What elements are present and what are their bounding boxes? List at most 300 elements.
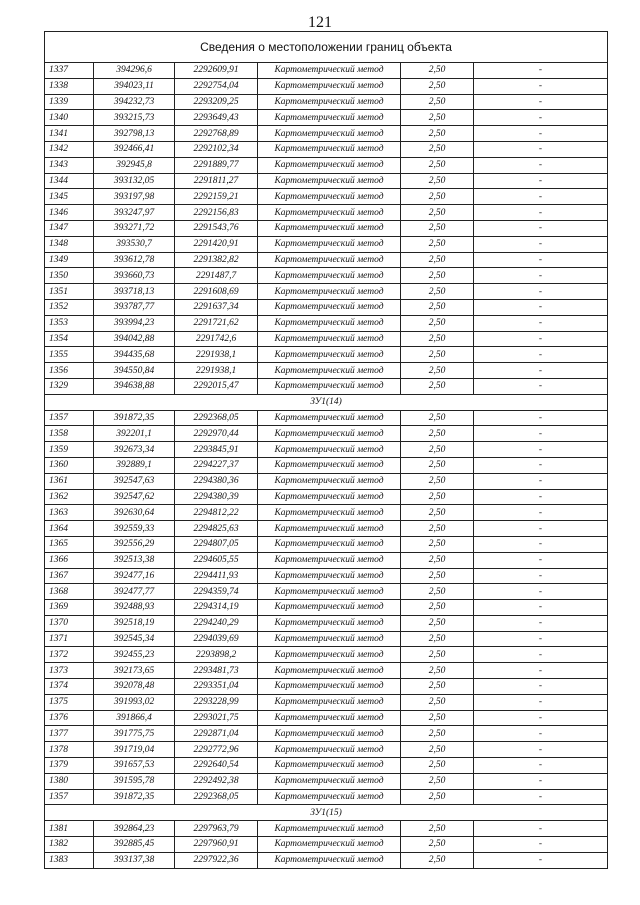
description-cell: - <box>474 189 608 205</box>
point-number-cell: 1377 <box>45 726 94 742</box>
precision-cell: 2,50 <box>401 94 474 110</box>
method-cell: Картометрический метод <box>258 63 401 79</box>
point-number-cell: 1371 <box>45 631 94 647</box>
table-row <box>45 284 608 300</box>
section-row <box>45 805 608 821</box>
method-cell: Картометрический метод <box>258 600 401 616</box>
point-number-cell: 1347 <box>45 220 94 236</box>
description-cell: - <box>474 789 608 805</box>
y-coordinate-cell: 2292492,38 <box>175 773 258 789</box>
method-cell: Картометрический метод <box>258 141 401 157</box>
y-coordinate-cell: 2294411,93 <box>175 568 258 584</box>
description-cell: - <box>474 252 608 268</box>
x-coordinate-cell: 392556,29 <box>94 536 175 552</box>
x-coordinate-cell: 392547,63 <box>94 473 175 489</box>
point-number-cell: 1339 <box>45 94 94 110</box>
method-cell: Картометрический метод <box>258 568 401 584</box>
precision-cell: 2,50 <box>401 157 474 173</box>
table-row <box>45 473 608 489</box>
method-cell: Картометрический метод <box>258 378 401 394</box>
y-coordinate-cell: 2293649,43 <box>175 110 258 126</box>
precision-cell: 2,50 <box>401 442 474 458</box>
point-number-cell: 1354 <box>45 331 94 347</box>
x-coordinate-cell: 392173,65 <box>94 663 175 679</box>
description-cell: - <box>474 584 608 600</box>
x-coordinate-cell: 394042,88 <box>94 331 175 347</box>
precision-cell: 2,50 <box>401 489 474 505</box>
point-number-cell: 1368 <box>45 584 94 600</box>
description-cell: - <box>474 600 608 616</box>
description-cell: - <box>474 347 608 363</box>
y-coordinate-cell: 2292368,05 <box>175 410 258 426</box>
method-cell: Картометрический метод <box>258 758 401 774</box>
table-row <box>45 600 608 616</box>
y-coordinate-cell: 2294825,63 <box>175 521 258 537</box>
y-coordinate-cell: 2291420,91 <box>175 236 258 252</box>
description-cell: - <box>474 457 608 473</box>
method-cell: Картометрический метод <box>258 852 401 868</box>
x-coordinate-cell: 392547,62 <box>94 489 175 505</box>
method-cell: Картометрический метод <box>258 742 401 758</box>
precision-cell: 2,50 <box>401 568 474 584</box>
precision-cell: 2,50 <box>401 236 474 252</box>
description-cell: - <box>474 821 608 837</box>
table-row <box>45 821 608 837</box>
y-coordinate-cell: 2291938,1 <box>175 347 258 363</box>
x-coordinate-cell: 393994,23 <box>94 315 175 331</box>
point-number-cell: 1365 <box>45 536 94 552</box>
table-row <box>45 521 608 537</box>
table-row <box>45 568 608 584</box>
table-row <box>45 173 608 189</box>
y-coordinate-cell: 2294227,37 <box>175 457 258 473</box>
point-number-cell: 1352 <box>45 299 94 315</box>
point-number-cell: 1358 <box>45 426 94 442</box>
method-cell: Картометрический метод <box>258 331 401 347</box>
precision-cell: 2,50 <box>401 600 474 616</box>
table-row <box>45 331 608 347</box>
y-coordinate-cell: 2292768,89 <box>175 126 258 142</box>
y-coordinate-cell: 2293481,73 <box>175 663 258 679</box>
table-row <box>45 457 608 473</box>
point-number-cell: 1380 <box>45 773 94 789</box>
description-cell: - <box>474 299 608 315</box>
method-cell: Картометрический метод <box>258 489 401 505</box>
precision-cell: 2,50 <box>401 331 474 347</box>
point-number-cell: 1355 <box>45 347 94 363</box>
table-row <box>45 205 608 221</box>
description-cell: - <box>474 536 608 552</box>
description-cell: - <box>474 758 608 774</box>
x-coordinate-cell: 392201,1 <box>94 426 175 442</box>
description-cell: - <box>474 315 608 331</box>
x-coordinate-cell: 392477,77 <box>94 584 175 600</box>
point-number-cell: 1340 <box>45 110 94 126</box>
point-number-cell: 1373 <box>45 663 94 679</box>
x-coordinate-cell: 394023,11 <box>94 78 175 94</box>
y-coordinate-cell: 2294240,29 <box>175 615 258 631</box>
table-row <box>45 742 608 758</box>
description-cell: - <box>474 141 608 157</box>
point-number-cell: 1382 <box>45 837 94 853</box>
x-coordinate-cell: 394435,68 <box>94 347 175 363</box>
y-coordinate-cell: 2292754,04 <box>175 78 258 94</box>
boundary-points-table <box>44 62 608 869</box>
table-row <box>45 94 608 110</box>
precision-cell: 2,50 <box>401 742 474 758</box>
method-cell: Картометрический метод <box>258 536 401 552</box>
x-coordinate-cell: 392945,8 <box>94 157 175 173</box>
point-number-cell: 1353 <box>45 315 94 331</box>
method-cell: Картометрический метод <box>258 363 401 379</box>
description-cell: - <box>474 773 608 789</box>
table-row <box>45 220 608 236</box>
description-cell: - <box>474 694 608 710</box>
point-number-cell: 1351 <box>45 284 94 300</box>
table-row <box>45 268 608 284</box>
precision-cell: 2,50 <box>401 773 474 789</box>
method-cell: Картометрический метод <box>258 347 401 363</box>
method-cell: Картометрический метод <box>258 679 401 695</box>
method-cell: Картометрический метод <box>258 521 401 537</box>
x-coordinate-cell: 393660,73 <box>94 268 175 284</box>
method-cell: Картометрический метод <box>258 236 401 252</box>
description-cell: - <box>474 505 608 521</box>
y-coordinate-cell: 2292970,44 <box>175 426 258 442</box>
section-label: ЗУ1(14) <box>45 394 608 410</box>
precision-cell: 2,50 <box>401 141 474 157</box>
x-coordinate-cell: 391657,53 <box>94 758 175 774</box>
description-cell: - <box>474 521 608 537</box>
y-coordinate-cell: 2291811,27 <box>175 173 258 189</box>
y-coordinate-cell: 2291487,7 <box>175 268 258 284</box>
x-coordinate-cell: 393612,78 <box>94 252 175 268</box>
description-cell: - <box>474 410 608 426</box>
y-coordinate-cell: 2294812,22 <box>175 505 258 521</box>
table-row <box>45 315 608 331</box>
description-cell: - <box>474 236 608 252</box>
description-cell: - <box>474 663 608 679</box>
y-coordinate-cell: 2294359,74 <box>175 584 258 600</box>
y-coordinate-cell: 2292772,96 <box>175 742 258 758</box>
description-cell: - <box>474 647 608 663</box>
method-cell: Картометрический метод <box>258 647 401 663</box>
point-number-cell: 1379 <box>45 758 94 774</box>
x-coordinate-cell: 392518,19 <box>94 615 175 631</box>
method-cell: Картометрический метод <box>258 110 401 126</box>
table-row <box>45 63 608 79</box>
x-coordinate-cell: 392864,23 <box>94 821 175 837</box>
point-number-cell: 1342 <box>45 141 94 157</box>
point-number-cell: 1345 <box>45 189 94 205</box>
description-cell: - <box>474 78 608 94</box>
description-cell: - <box>474 568 608 584</box>
description-cell: - <box>474 63 608 79</box>
x-coordinate-cell: 393718,13 <box>94 284 175 300</box>
point-number-cell: 1381 <box>45 821 94 837</box>
x-coordinate-cell: 391719,04 <box>94 742 175 758</box>
method-cell: Картометрический метод <box>258 252 401 268</box>
x-coordinate-cell: 392630,64 <box>94 505 175 521</box>
point-number-cell: 1366 <box>45 552 94 568</box>
table-row <box>45 773 608 789</box>
x-coordinate-cell: 392889,1 <box>94 457 175 473</box>
description-cell: - <box>474 442 608 458</box>
method-cell: Картометрический метод <box>258 442 401 458</box>
y-coordinate-cell: 2293228,99 <box>175 694 258 710</box>
table-row <box>45 663 608 679</box>
precision-cell: 2,50 <box>401 378 474 394</box>
x-coordinate-cell: 392488,93 <box>94 600 175 616</box>
point-number-cell: 1359 <box>45 442 94 458</box>
x-coordinate-cell: 391872,35 <box>94 410 175 426</box>
table-row <box>45 442 608 458</box>
precision-cell: 2,50 <box>401 552 474 568</box>
x-coordinate-cell: 392466,41 <box>94 141 175 157</box>
x-coordinate-cell: 394232,73 <box>94 94 175 110</box>
precision-cell: 2,50 <box>401 821 474 837</box>
precision-cell: 2,50 <box>401 126 474 142</box>
precision-cell: 2,50 <box>401 584 474 600</box>
precision-cell: 2,50 <box>401 189 474 205</box>
table-row <box>45 426 608 442</box>
x-coordinate-cell: 393247,97 <box>94 205 175 221</box>
point-number-cell: 1370 <box>45 615 94 631</box>
y-coordinate-cell: 2293898,2 <box>175 647 258 663</box>
description-cell: - <box>474 679 608 695</box>
precision-cell: 2,50 <box>401 631 474 647</box>
description-cell: - <box>474 157 608 173</box>
method-cell: Картометрический метод <box>258 710 401 726</box>
method-cell: Картометрический метод <box>258 173 401 189</box>
precision-cell: 2,50 <box>401 252 474 268</box>
method-cell: Картометрический метод <box>258 663 401 679</box>
description-cell: - <box>474 837 608 853</box>
x-coordinate-cell: 393137,38 <box>94 852 175 868</box>
method-cell: Картометрический метод <box>258 126 401 142</box>
precision-cell: 2,50 <box>401 521 474 537</box>
description-cell: - <box>474 126 608 142</box>
y-coordinate-cell: 2292871,04 <box>175 726 258 742</box>
table-row <box>45 299 608 315</box>
table-row <box>45 378 608 394</box>
y-coordinate-cell: 2292159,21 <box>175 189 258 205</box>
y-coordinate-cell: 2291889,77 <box>175 157 258 173</box>
precision-cell: 2,50 <box>401 694 474 710</box>
y-coordinate-cell: 2291608,69 <box>175 284 258 300</box>
table-row <box>45 837 608 853</box>
precision-cell: 2,50 <box>401 647 474 663</box>
precision-cell: 2,50 <box>401 347 474 363</box>
precision-cell: 2,50 <box>401 63 474 79</box>
table-row <box>45 694 608 710</box>
precision-cell: 2,50 <box>401 837 474 853</box>
x-coordinate-cell: 392559,33 <box>94 521 175 537</box>
y-coordinate-cell: 2292640,54 <box>175 758 258 774</box>
x-coordinate-cell: 393197,98 <box>94 189 175 205</box>
table-title: Сведения о местоположении границ объекта <box>44 31 608 62</box>
point-number-cell: 1341 <box>45 126 94 142</box>
table-row <box>45 78 608 94</box>
method-cell: Картометрический метод <box>258 220 401 236</box>
y-coordinate-cell: 2294807,05 <box>175 536 258 552</box>
table-row <box>45 505 608 521</box>
description-cell: - <box>474 742 608 758</box>
x-coordinate-cell: 394296,6 <box>94 63 175 79</box>
precision-cell: 2,50 <box>401 457 474 473</box>
description-cell: - <box>474 94 608 110</box>
precision-cell: 2,50 <box>401 268 474 284</box>
method-cell: Картометрический метод <box>258 205 401 221</box>
point-number-cell: 1346 <box>45 205 94 221</box>
precision-cell: 2,50 <box>401 110 474 126</box>
point-number-cell: 1337 <box>45 63 94 79</box>
method-cell: Картометрический метод <box>258 189 401 205</box>
point-number-cell: 1357 <box>45 789 94 805</box>
precision-cell: 2,50 <box>401 299 474 315</box>
precision-cell: 2,50 <box>401 363 474 379</box>
point-number-cell: 1329 <box>45 378 94 394</box>
method-cell: Картометрический метод <box>258 726 401 742</box>
x-coordinate-cell: 391993,02 <box>94 694 175 710</box>
precision-cell: 2,50 <box>401 284 474 300</box>
method-cell: Картометрический метод <box>258 94 401 110</box>
x-coordinate-cell: 394550,84 <box>94 363 175 379</box>
precision-cell: 2,50 <box>401 663 474 679</box>
x-coordinate-cell: 391872,35 <box>94 789 175 805</box>
point-number-cell: 1375 <box>45 694 94 710</box>
precision-cell: 2,50 <box>401 473 474 489</box>
y-coordinate-cell: 2297963,79 <box>175 821 258 837</box>
x-coordinate-cell: 393530,7 <box>94 236 175 252</box>
table-row <box>45 110 608 126</box>
table-row <box>45 189 608 205</box>
table-row <box>45 410 608 426</box>
description-cell: - <box>474 552 608 568</box>
boundary-table-sheet <box>44 31 608 869</box>
y-coordinate-cell: 2293351,04 <box>175 679 258 695</box>
y-coordinate-cell: 2291637,34 <box>175 299 258 315</box>
x-coordinate-cell: 391775,75 <box>94 726 175 742</box>
method-cell: Картометрический метод <box>258 426 401 442</box>
description-cell: - <box>474 726 608 742</box>
point-number-cell: 1348 <box>45 236 94 252</box>
point-number-cell: 1378 <box>45 742 94 758</box>
precision-cell: 2,50 <box>401 615 474 631</box>
x-coordinate-cell: 391866,4 <box>94 710 175 726</box>
method-cell: Картометрический метод <box>258 284 401 300</box>
y-coordinate-cell: 2293845,91 <box>175 442 258 458</box>
precision-cell: 2,50 <box>401 789 474 805</box>
y-coordinate-cell: 2291742,6 <box>175 331 258 347</box>
table-row <box>45 679 608 695</box>
description-cell: - <box>474 173 608 189</box>
table-row <box>45 789 608 805</box>
precision-cell: 2,50 <box>401 505 474 521</box>
table-row <box>45 647 608 663</box>
precision-cell: 2,50 <box>401 78 474 94</box>
precision-cell: 2,50 <box>401 173 474 189</box>
precision-cell: 2,50 <box>401 220 474 236</box>
y-coordinate-cell: 2292368,05 <box>175 789 258 805</box>
point-number-cell: 1338 <box>45 78 94 94</box>
point-number-cell: 1344 <box>45 173 94 189</box>
description-cell: - <box>474 631 608 647</box>
method-cell: Картометрический метод <box>258 694 401 710</box>
method-cell: Картометрический метод <box>258 315 401 331</box>
method-cell: Картометрический метод <box>258 410 401 426</box>
table-row <box>45 363 608 379</box>
table-row <box>45 710 608 726</box>
description-cell: - <box>474 363 608 379</box>
y-coordinate-cell: 2293209,25 <box>175 94 258 110</box>
y-coordinate-cell: 2291938,1 <box>175 363 258 379</box>
point-number-cell: 1369 <box>45 600 94 616</box>
description-cell: - <box>474 268 608 284</box>
x-coordinate-cell: 392513,38 <box>94 552 175 568</box>
y-coordinate-cell: 2292609,91 <box>175 63 258 79</box>
x-coordinate-cell: 391595,78 <box>94 773 175 789</box>
precision-cell: 2,50 <box>401 205 474 221</box>
x-coordinate-cell: 392078,48 <box>94 679 175 695</box>
point-number-cell: 1372 <box>45 647 94 663</box>
method-cell: Картометрический метод <box>258 821 401 837</box>
table-row <box>45 489 608 505</box>
precision-cell: 2,50 <box>401 852 474 868</box>
description-cell: - <box>474 331 608 347</box>
y-coordinate-cell: 2294605,55 <box>175 552 258 568</box>
x-coordinate-cell: 392455,23 <box>94 647 175 663</box>
point-number-cell: 1376 <box>45 710 94 726</box>
table-row <box>45 236 608 252</box>
method-cell: Картометрический метод <box>258 584 401 600</box>
method-cell: Картометрический метод <box>258 299 401 315</box>
description-cell: - <box>474 473 608 489</box>
table-row <box>45 552 608 568</box>
point-number-cell: 1374 <box>45 679 94 695</box>
method-cell: Картометрический метод <box>258 473 401 489</box>
point-number-cell: 1357 <box>45 410 94 426</box>
x-coordinate-cell: 392477,16 <box>94 568 175 584</box>
method-cell: Картометрический метод <box>258 78 401 94</box>
table-row <box>45 157 608 173</box>
point-number-cell: 1350 <box>45 268 94 284</box>
y-coordinate-cell: 2291543,76 <box>175 220 258 236</box>
x-coordinate-cell: 392885,45 <box>94 837 175 853</box>
table-row <box>45 726 608 742</box>
table-row <box>45 126 608 142</box>
section-row <box>45 394 608 410</box>
point-number-cell: 1383 <box>45 852 94 868</box>
precision-cell: 2,50 <box>401 679 474 695</box>
description-cell: - <box>474 284 608 300</box>
table-row <box>45 852 608 868</box>
description-cell: - <box>474 110 608 126</box>
description-cell: - <box>474 378 608 394</box>
method-cell: Картометрический метод <box>258 157 401 173</box>
y-coordinate-cell: 2291382,82 <box>175 252 258 268</box>
table-row <box>45 536 608 552</box>
precision-cell: 2,50 <box>401 758 474 774</box>
description-cell: - <box>474 852 608 868</box>
method-cell: Картометрический метод <box>258 837 401 853</box>
point-number-cell: 1367 <box>45 568 94 584</box>
method-cell: Картометрический метод <box>258 773 401 789</box>
point-number-cell: 1360 <box>45 457 94 473</box>
point-number-cell: 1356 <box>45 363 94 379</box>
x-coordinate-cell: 393132,05 <box>94 173 175 189</box>
x-coordinate-cell: 393787,77 <box>94 299 175 315</box>
